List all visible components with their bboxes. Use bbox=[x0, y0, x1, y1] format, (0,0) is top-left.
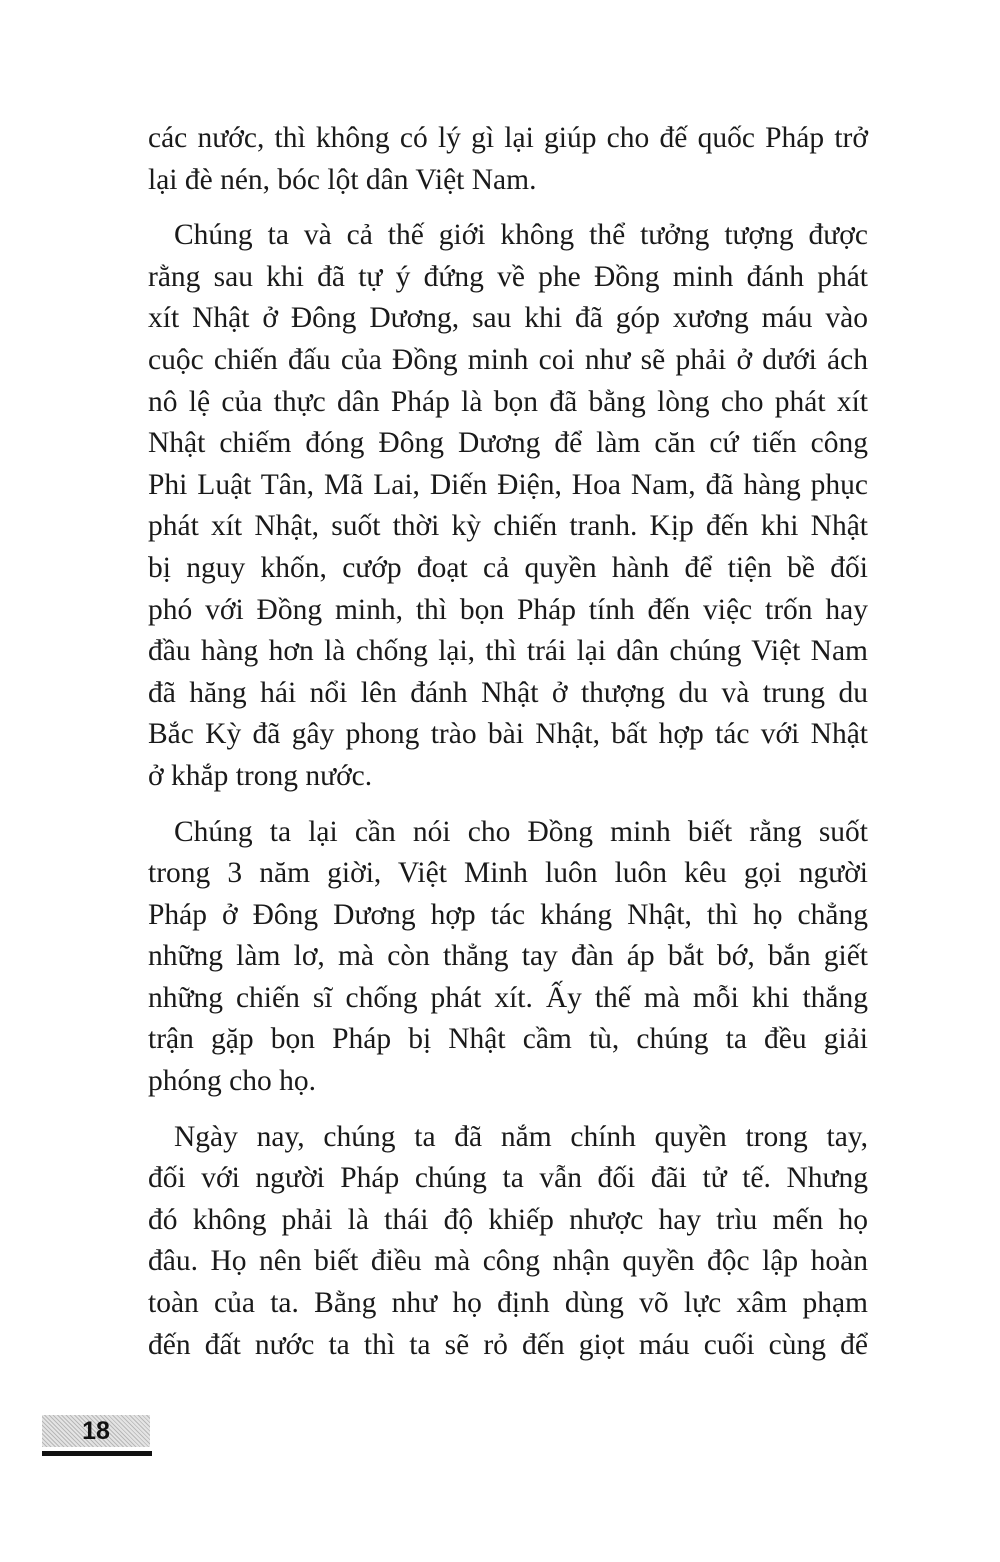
text-line: phó với Đồng minh, thì bọn Pháp tính đến việc trốn hay bbox=[148, 593, 868, 626]
paragraph-3 bbox=[148, 812, 868, 1103]
text-line: những làm lơ, mà còn thẳng tay đàn áp bắt bớ, bắn giết bbox=[148, 940, 868, 973]
page-footer bbox=[42, 1415, 152, 1461]
text-line: nô lệ của thực dân Pháp là bọn đã bằng lòng cho phát xít bbox=[148, 385, 868, 418]
text-line: đâu. Họ nên biết điều mà công nhận quyền độc lập hoàn bbox=[148, 1245, 868, 1278]
text-line: phát xít Nhật, suốt thời kỳ chiến tranh. Kịp đến khi Nhật bbox=[148, 510, 868, 543]
text-line: trận gặp bọn Pháp bị Nhật cầm tù, chúng ta đều giải bbox=[148, 1023, 868, 1056]
footer-rule bbox=[42, 1451, 152, 1456]
text-line: Bắc Kỳ đã gây phong trào bài Nhật, bất hợp tác với Nhật bbox=[148, 718, 868, 751]
text-line: những chiến sĩ chống phát xít. Ấy thế mà mỗi khi thắng bbox=[148, 981, 868, 1014]
paragraph-4 bbox=[148, 1117, 868, 1367]
page-number: 18 bbox=[82, 1417, 110, 1445]
text-line: Phi Luật Tân, Mã Lai, Diến Điện, Hoa Nam, đã hàng phục bbox=[148, 468, 868, 501]
text-line: bị nguy khốn, cướp đoạt cả quyền hành để tiện bề đối bbox=[148, 551, 868, 584]
text-line: Chúng ta và cả thế giới không thể tưởng tượng được bbox=[174, 219, 868, 252]
text-line: cuộc chiến đấu của Đồng minh coi như sẽ phải ở dưới ách bbox=[148, 343, 868, 376]
text-line: đến đất nước ta thì ta sẽ rỏ đến giọt máu cuối cùng để bbox=[148, 1328, 868, 1361]
text-line: đó không phải là thái độ khiếp nhược hay trìu mến họ bbox=[148, 1203, 868, 1236]
text-line: các nước, thì không có lý gì lại giúp cho đế quốc Pháp trở bbox=[148, 122, 868, 154]
body-text bbox=[148, 118, 868, 1366]
text-line: đối với người Pháp chúng ta vẫn đối đãi tử tế. Nhưng bbox=[148, 1162, 868, 1195]
text-line: Ngày nay, chúng ta đã nắm chính quyền trong tay, bbox=[174, 1120, 868, 1153]
text-line: rằng sau khi đã tự ý đứng về phe Đồng minh đánh phát bbox=[148, 260, 868, 293]
text-line: phóng cho họ. bbox=[148, 1065, 316, 1098]
paragraph-2 bbox=[148, 215, 868, 797]
text-line: lại đè nén, bóc lột dân Việt Nam. bbox=[148, 163, 537, 196]
text-line: Nhật chiếm đóng Đông Dương để làm căn cứ tiến công bbox=[148, 427, 868, 460]
text-line: ở khắp trong nước. bbox=[148, 759, 373, 792]
paragraph-1 bbox=[148, 118, 868, 201]
text-line: toàn của ta. Bằng như họ định dùng võ lực xâm phạm bbox=[148, 1287, 868, 1320]
text-line: đầu hàng hơn là chống lại, thì trái lại dân chúng Việt Nam bbox=[148, 635, 868, 668]
text-line: Pháp ở Đông Dương hợp tác kháng Nhật, thì họ chẳng bbox=[148, 898, 868, 931]
text-line: đã hăng hái nổi lên đánh Nhật ở thượng du và trung du bbox=[148, 676, 868, 709]
text-line: Chúng ta lại cần nói cho Đồng minh biết rằng suốt bbox=[174, 815, 868, 848]
text-line: xít Nhật ở Đông Dương, sau khi đã góp xương máu vào bbox=[148, 302, 868, 335]
text-line: trong 3 năm giời, Việt Minh luôn luôn kêu gọi người bbox=[148, 857, 868, 890]
